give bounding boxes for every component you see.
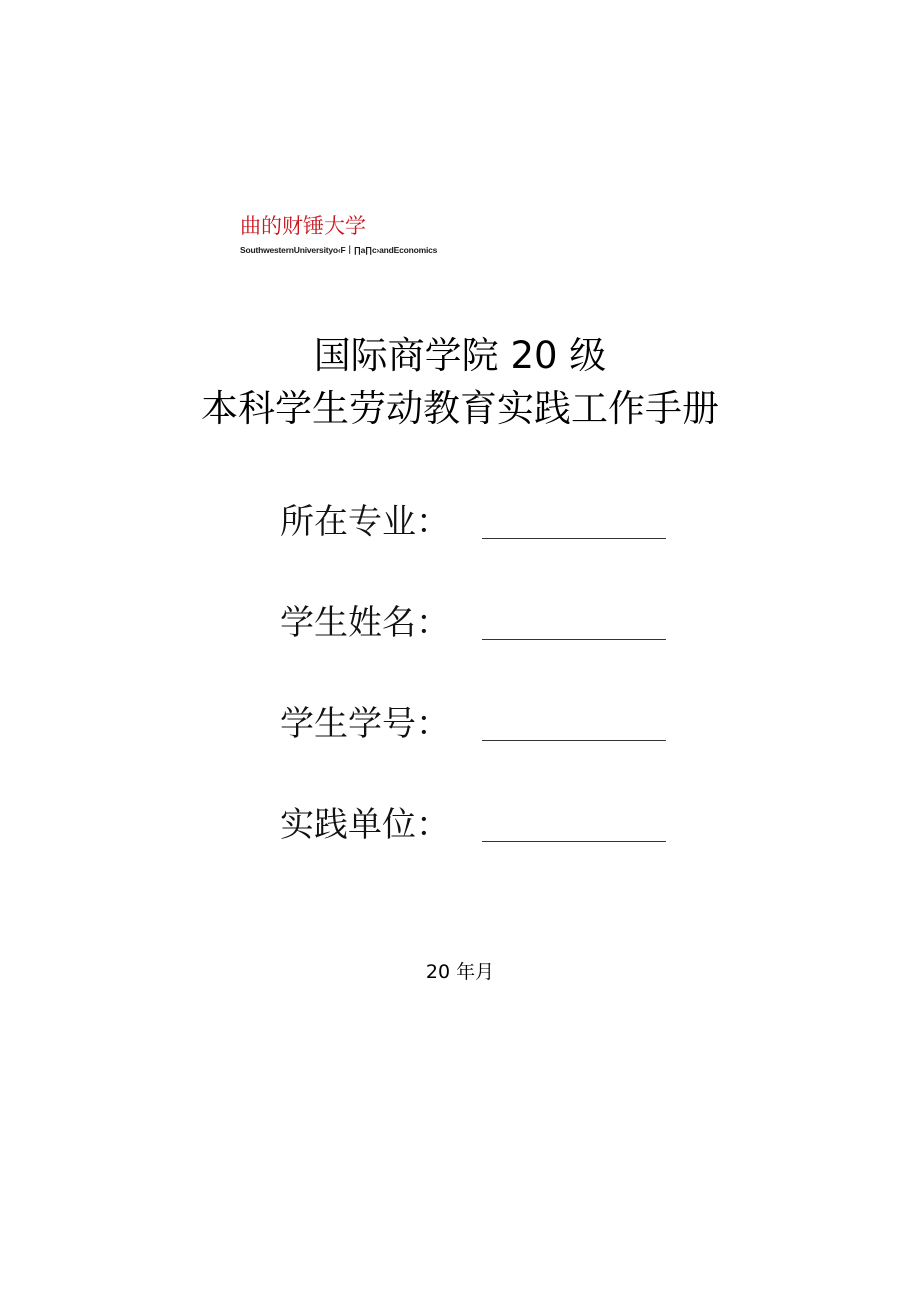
field-student-name	[280, 601, 680, 649]
field-major-blank[interactable]	[482, 538, 666, 539]
field-major-label: 所在专业：	[280, 502, 450, 542]
field-student-id-blank[interactable]	[482, 740, 666, 741]
document-title-line2: 本科学生劳动教育实践工作手册	[201, 387, 719, 430]
university-name-en: SouthwesternUniversityo‹F丨∏a∏c›andEconomics	[240, 245, 438, 255]
field-student-name-label: 学生姓名：	[280, 603, 450, 643]
field-practice-unit-label: 实践单位：	[280, 805, 450, 845]
field-major	[280, 500, 680, 548]
field-student-id-label: 学生学号：	[280, 704, 450, 744]
document-title-line1: 国际商学院 20 级	[313, 334, 607, 377]
field-practice-unit-blank[interactable]	[482, 841, 666, 842]
field-student-name-blank[interactable]	[482, 639, 666, 640]
university-logo	[240, 212, 437, 255]
field-practice-unit	[280, 803, 680, 851]
university-name-cn: 曲的财锤大学	[240, 214, 366, 238]
field-student-id	[280, 702, 680, 750]
document-date: 20 年月	[425, 961, 495, 983]
